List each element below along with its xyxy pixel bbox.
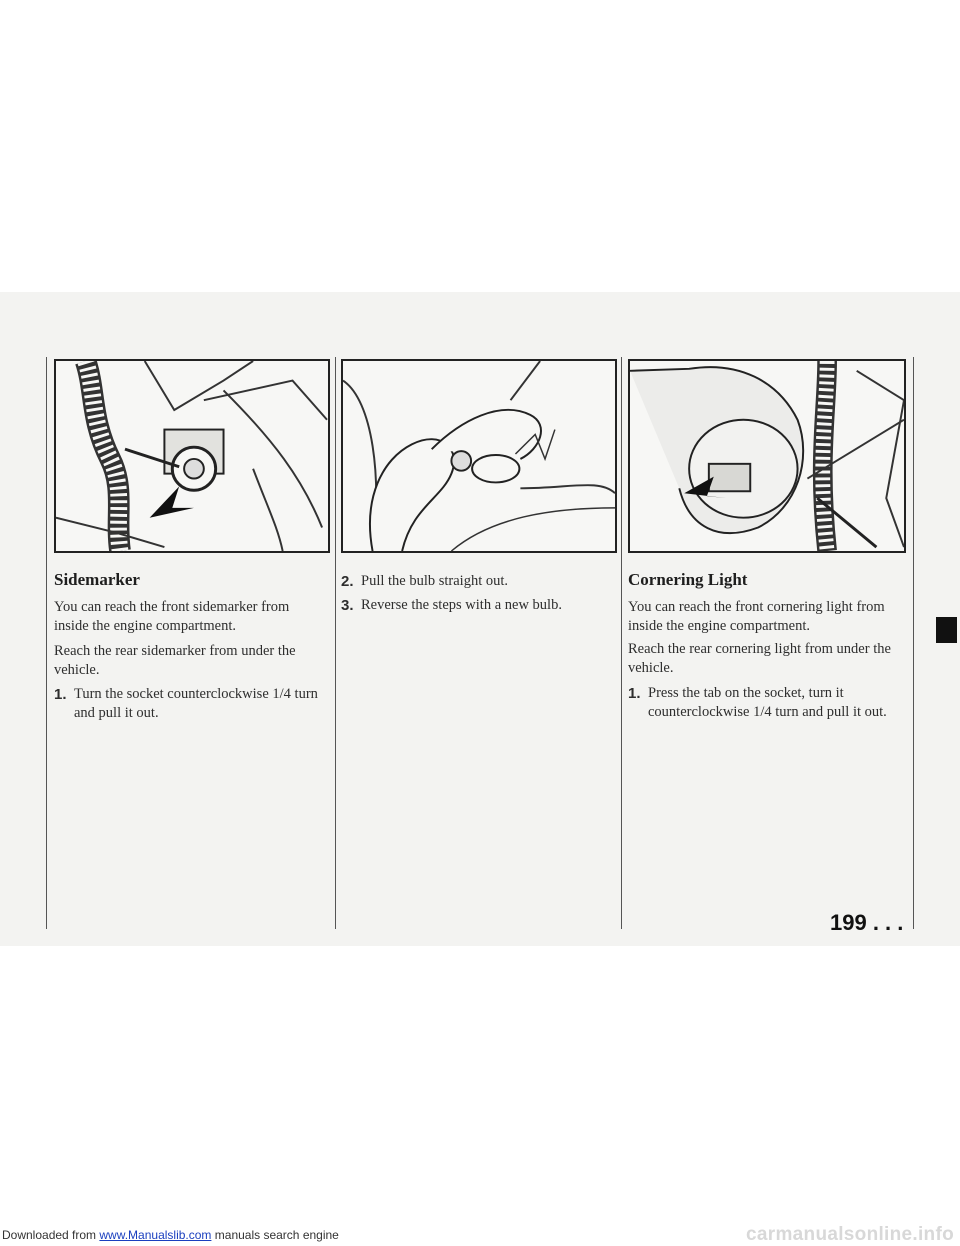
- reverse-steps-step-3: [341, 596, 613, 615]
- step-number: 1.: [54, 686, 67, 703]
- manualslib-link[interactable]: www.Manualslib.com: [99, 1228, 212, 1242]
- cornering-light-paragraph-2: Reach the rear cornering light from under the vehicle.: [628, 641, 891, 676]
- step-text: Reverse the steps with a new bulb.: [361, 597, 562, 613]
- watermark-text: carmanualsonline.info: [746, 1224, 954, 1245]
- step-text: Pull the bulb straight out.: [361, 573, 509, 589]
- pull-bulb-step-2: [341, 572, 613, 591]
- sidemarker-paragraph-1: You can reach the front sidemarker from inside the engine compartment.: [54, 599, 290, 634]
- step-number: 2.: [341, 573, 354, 590]
- bottom-margin: [0, 946, 960, 1242]
- banner-prefix: Downloaded from: [2, 1228, 100, 1242]
- sidemarker-step-1: [54, 685, 326, 723]
- step-text: Turn the socket counterclockwise 1/4 turn and pull it out.: [74, 686, 318, 721]
- step-text: Press the tab on the socket, turn it counterclockwise 1/4 turn and pull it out.: [648, 685, 887, 720]
- sidemarker-paragraph-2: Reach the rear sidemarker from under the vehicle.: [54, 643, 296, 678]
- step-number: 1.: [628, 685, 641, 702]
- left-page-rule: [46, 357, 47, 929]
- column-divider-1: [335, 357, 336, 929]
- step-number: 3.: [341, 597, 354, 614]
- page-number: 199 . . .: [830, 910, 904, 935]
- sidemarker-socket-illustration: [54, 359, 330, 553]
- download-banner: [2, 1228, 339, 1242]
- cornering-light-heading: Cornering Light: [628, 570, 748, 589]
- cornering-light-step-1: [628, 684, 904, 722]
- top-margin: [0, 0, 960, 292]
- cornering-light-paragraph-1: You can reach the front cornering light from inside the engine compartment.: [628, 599, 885, 634]
- cornering-light-socket-illustration: [628, 359, 906, 553]
- section-thumb-tab: [936, 617, 957, 643]
- column-divider-2: [621, 357, 622, 929]
- pull-bulb-illustration: [341, 359, 617, 553]
- banner-suffix: manuals search engine: [211, 1228, 339, 1242]
- sidemarker-heading: Sidemarker: [54, 570, 140, 589]
- right-page-rule: [913, 357, 914, 929]
